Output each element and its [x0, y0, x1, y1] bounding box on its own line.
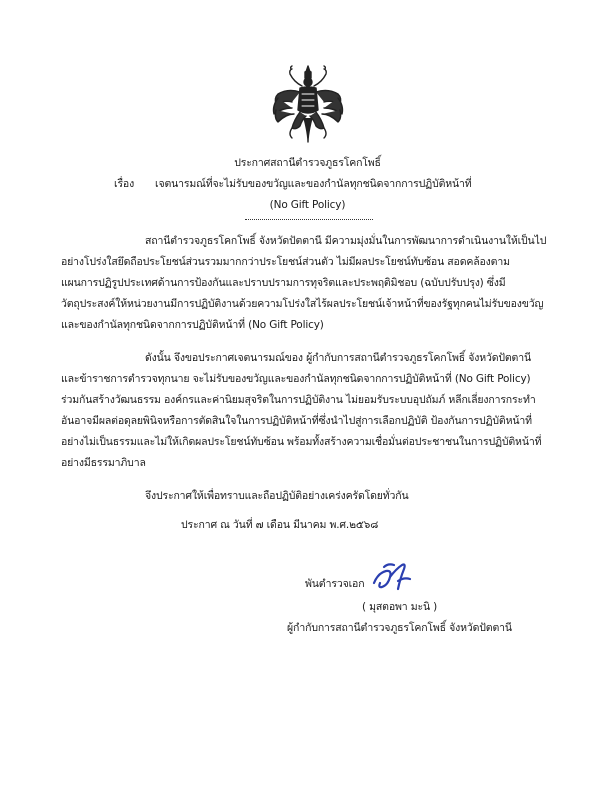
subject-label: เรื่อง — [114, 178, 135, 190]
handwritten-signature — [368, 559, 416, 595]
closing-statement: จึงประกาศให้เพื่อทราบและถือปฏิบัติอย่างเคร่งครัดโดยทั่วกัน — [145, 490, 409, 502]
announcement-date: ประกาศ ณ วันที่ ๗ เดือน มีนาคม พ.ศ.๒๕๖๘ — [181, 519, 379, 531]
paragraph1-line: แผนการปฏิรูปประเทศด้านการป้องกันและปราบปรามการทุจริตและประพฤติมิชอบ (ฉบับปรับปรุง) ซึ่งมี — [61, 277, 506, 289]
paragraph1-line: วัตถุประสงค์ให้หน่วยงานมีการปฏิบัติงานด้วยความโปร่งใสไร้ผลประโยชน์เจ้าหน้าที่ของรัฐทุกคนไม่รับของขวัญ — [61, 298, 544, 310]
header-divider — [245, 219, 373, 220]
subject-text: เจตนารมณ์ที่จะไม่รับของขวัญและของกำนัลทุกชนิดจากการปฏิบัติหน้าที่ — [155, 178, 472, 190]
paragraph1-line: สถานีตำรวจภูธรโคกโพธิ์ จังหวัดปัตตานี มีความมุ่งมั่นในการพัฒนาการดำเนินงานให้เป็นไป — [145, 235, 547, 247]
garuda-emblem — [270, 64, 346, 144]
signatory-name: ( มุสตอพา มะนิ ) — [362, 601, 438, 613]
paragraph2-line: อันอาจมีผลต่อดุลยพินิจหรือการตัดสินใจในการปฏิบัติหน้าที่ซึ่งนำไปสู่การเลือกปฏิบัติ ป้องกันการปฏิบัติหน้าที่ — [61, 415, 532, 427]
paragraph2-line: ร่วมกันสร้างวัฒนธรรม องค์กรและค่านิยมสุจริตในการปฏิบัติงาน ไม่ยอมรับระบบอุปถัมภ์ หลีกเลี่ยงการกระทำ — [61, 394, 536, 406]
signatory-position: ผู้กำกับการสถานีตำรวจภูธรโคกโพธิ์ จังหวัดปัตตานี — [287, 622, 512, 634]
paragraph2-line: ดังนั้น จึงขอประกาศเจตนารมณ์ของ ผู้กำกับการสถานีตำรวจภูธรโคกโพธิ์ จังหวัดปัตตานี — [145, 352, 532, 364]
paragraph2-line: อย่างมีธรรมาภิบาล — [61, 457, 146, 469]
subject-english: (No Gift Policy) — [269, 199, 346, 211]
paragraph2-line: และข้าราชการตำรวจทุกนาย จะไม่รับของขวัญและของกำนัลทุกชนิดจากการปฏิบัติหน้าที่ (No Gift Policy) — [61, 373, 531, 385]
paragraph1-line: และของกำนัลทุกชนิดจากการปฏิบัติหน้าที่ (No Gift Policy) — [61, 319, 324, 331]
paragraph2-line: อย่างไม่เป็นธรรมและไม่ให้เกิดผลประโยชน์ทับซ้อน พร้อมทั้งสร้างความเชื่อมั่นต่อประชาชนในการปฏิบัติหน้าที่ — [61, 436, 542, 448]
announcement-title: ประกาศสถานีตำรวจภูธรโคกโพธิ์ — [234, 157, 381, 169]
paragraph1-line: อย่างโปร่งใสยึดถือประโยชน์ส่วนรวมมากกว่าประโยชน์ส่วนตัว ไม่มีผลประโยชน์ทับซ้อน สอดคล้องตาม — [61, 256, 510, 268]
signatory-rank: พันตำรวจเอก — [305, 578, 365, 590]
